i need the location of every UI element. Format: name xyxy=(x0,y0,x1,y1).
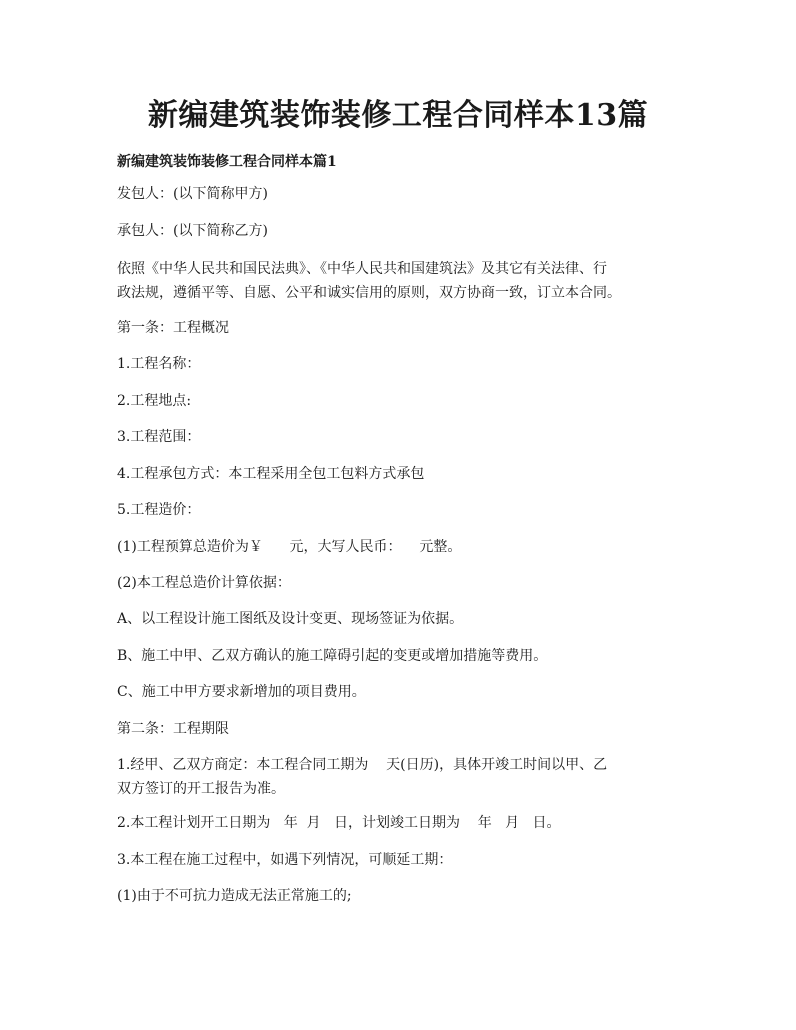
text-line: 2.本工程计划开工日期为 年 月 日，计划竣工日期为 年 月 日。 xyxy=(117,815,561,831)
text-line: 政法规，遵循平等、自愿、公平和诚实信用的原则，双方协商一致，订立本合同。 xyxy=(117,285,621,301)
list-item xyxy=(117,753,687,801)
list-item xyxy=(117,680,687,704)
article-heading xyxy=(117,717,687,741)
text-line: 3.工程范围： xyxy=(117,429,201,445)
list-item xyxy=(117,811,687,835)
text-line: 1.经甲、乙双方商定：本工程合同工期为 天(日历)，具体开竣工时间以甲、乙 xyxy=(117,757,608,773)
list-item xyxy=(117,535,687,559)
list-item xyxy=(117,607,687,631)
text-line: 3.本工程在施工过程中，如遇下列情况，可顺延工期： xyxy=(117,852,453,868)
text-line: 第一条：工程概况 xyxy=(117,320,229,336)
text-line: 第二条：工程期限 xyxy=(117,721,229,737)
section-heading: 新编建筑装饰装修工程合同样本篇1 xyxy=(117,154,337,170)
text-line: 1.工程名称： xyxy=(117,356,201,372)
text-line: 双方签订的开工报告为准。 xyxy=(117,781,285,797)
text-line: (1)工程预算总造价为￥ 元，大写人民币： 元整。 xyxy=(117,539,462,555)
text-line: 发包人：(以下简称甲方) xyxy=(117,186,268,202)
text-line: 承包人：(以下简称乙方) xyxy=(117,223,268,239)
document-title: 新编建筑装饰装修工程合同样本13篇 xyxy=(147,98,649,133)
text-line: 2.工程地点: xyxy=(117,393,192,409)
list-item xyxy=(117,644,687,668)
list-item xyxy=(117,498,687,522)
article-heading xyxy=(117,316,687,340)
list-item xyxy=(117,425,687,449)
text-line: (2)本工程总造价计算依据： xyxy=(117,575,291,591)
text-line: 5.工程造价： xyxy=(117,502,201,518)
list-item xyxy=(117,848,687,872)
paragraph-preamble xyxy=(117,257,687,305)
list-item xyxy=(117,571,687,595)
paragraph-party-a xyxy=(117,182,687,206)
paragraph-party-b xyxy=(117,219,687,243)
text-line: B、施工中甲、乙双方确认的施工障碍引起的变更或增加措施等费用。 xyxy=(117,648,548,664)
text-line: A、以工程设计施工图纸及设计变更、现场签证为依据。 xyxy=(117,611,464,627)
text-line: 4.工程承包方式：本工程采用全包工包料方式承包 xyxy=(117,466,425,482)
text-line: C、施工中甲方要求新增加的项目费用。 xyxy=(117,684,366,700)
text-line: (1)由于不可抗力造成无法正常施工的; xyxy=(117,888,352,904)
list-item xyxy=(117,352,687,376)
list-item xyxy=(117,389,687,413)
text-line: 依照《中华人民共和国民法典》、《中华人民共和国建筑法》及其它有关法律、行 xyxy=(117,261,607,277)
list-item xyxy=(117,884,687,908)
list-item xyxy=(117,462,687,486)
